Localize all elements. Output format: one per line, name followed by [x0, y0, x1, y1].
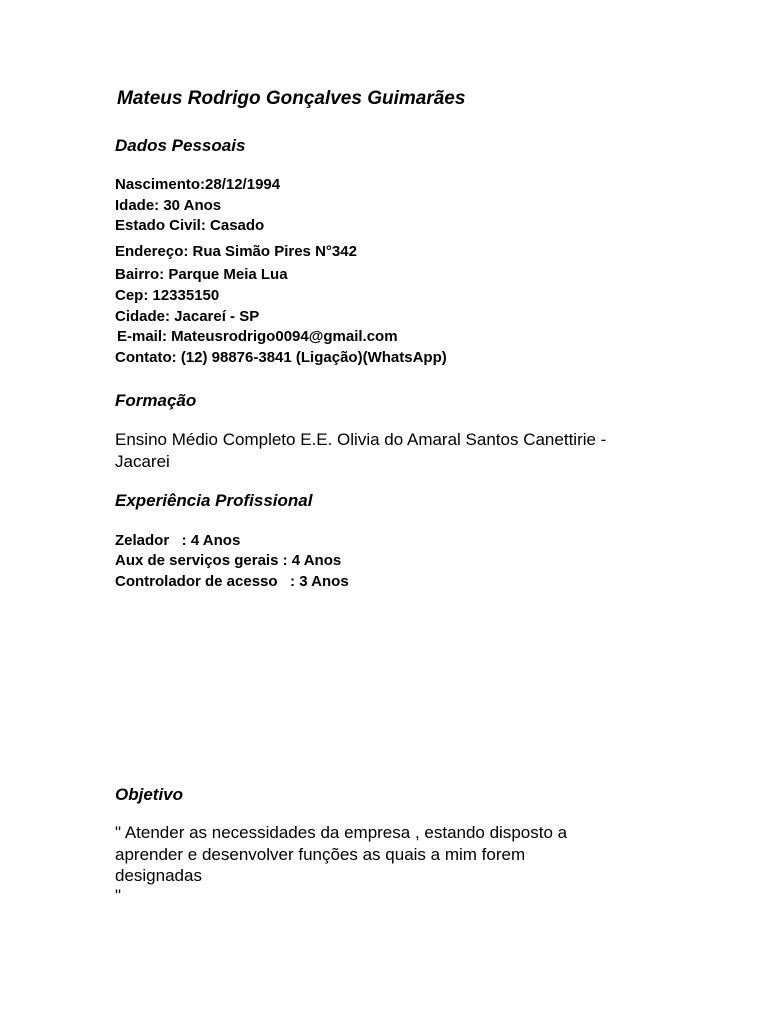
objective-line: aprender e desenvolver funções as quais a mim forem [115, 845, 526, 864]
postal-code: Cep: 12335150 [115, 287, 220, 304]
email: E-mail: Mateusrodrigo0094@gmail.com [117, 328, 398, 345]
experience-heading: Experiência Profissional [115, 491, 313, 510]
objective-line: " Atender as necessidades da empresa , estando disposto a [115, 823, 568, 842]
experience-item: Controlador de acesso : 3 Anos [115, 573, 349, 590]
education-heading: Formação [115, 391, 197, 410]
experience-item: Aux de serviços gerais : 4 Anos [115, 552, 342, 569]
contact-phone: Contato: (12) 98876-3841 (Ligação)(WhatsApp) [115, 349, 447, 366]
education-line: Ensino Médio Completo E.E. Olivia do Amaral Santos Canettirie - [115, 430, 607, 449]
city: Cidade: Jacareí - SP [115, 308, 260, 325]
objective-line: " [115, 886, 122, 905]
marital-status: Estado Civil: Casado [115, 217, 265, 234]
personal-data-heading: Dados Pessoais [115, 136, 246, 155]
neighborhood: Bairro: Parque Meia Lua [115, 266, 288, 283]
experience-item: Zelador : 4 Anos [115, 532, 241, 549]
birth-date: Nascimento:28/12/1994 [115, 176, 281, 193]
address: Endereço: Rua Simão Pires N°342 [115, 243, 357, 260]
objective-heading: Objetivo [115, 785, 184, 804]
objective-line: designadas [115, 866, 202, 885]
candidate-name: Mateus Rodrigo Gonçalves Guimarães [117, 88, 466, 109]
age: Idade: 30 Anos [115, 197, 222, 214]
education-line: Jacarei [115, 452, 170, 471]
